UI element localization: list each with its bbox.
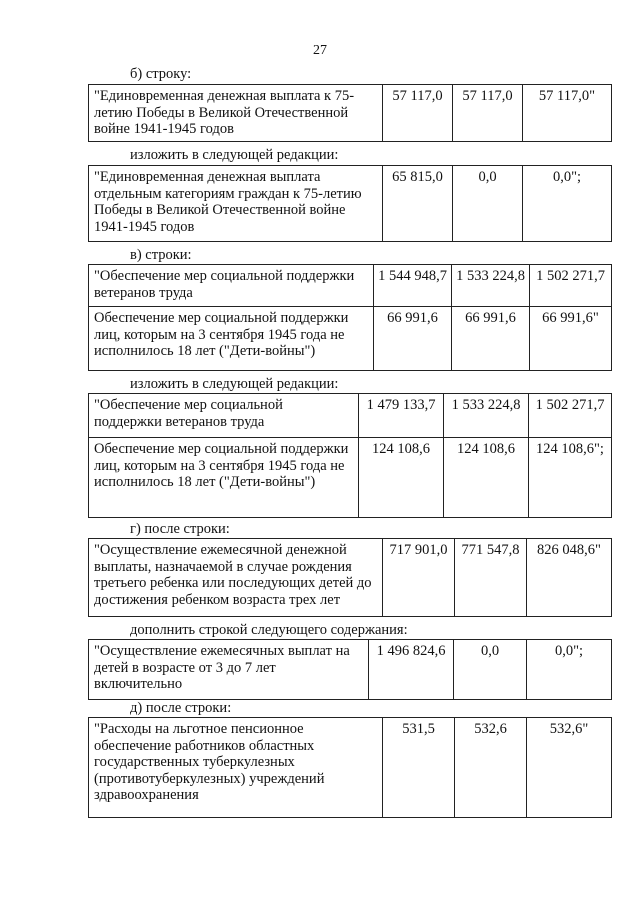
budget-table: [88, 538, 612, 617]
value-year-1: 65 815,0: [383, 166, 453, 242]
table-row: [89, 640, 612, 700]
value-year-3: 1 502 271,7: [529, 394, 612, 438]
table-row: [89, 307, 612, 371]
row-description: Обеспечение мер социальной поддержки лиц, которым на 3 сентября 1945 года не исполнилось 18 лет ("Дети-войны"): [89, 307, 374, 371]
value-year-3: 66 991,6": [530, 307, 612, 371]
value-year-2: 0,0: [453, 166, 523, 242]
table-row: [89, 539, 612, 617]
budget-table: [88, 639, 612, 700]
table-row: [89, 718, 612, 818]
value-year-3: 1 502 271,7: [530, 265, 612, 307]
value-year-1: 717 901,0: [383, 539, 455, 617]
budget-table: [88, 84, 612, 142]
table-row: [89, 166, 612, 242]
section-heading: изложить в следующей редакции:: [130, 147, 339, 163]
budget-table: [88, 393, 612, 518]
table-row: [89, 265, 612, 307]
table-row: [89, 85, 612, 142]
budget-table: [88, 717, 612, 818]
page-number: 27: [313, 43, 327, 58]
section-heading: б) строку:: [130, 66, 192, 82]
value-year-1: 531,5: [383, 718, 455, 818]
value-year-2: 57 117,0: [453, 85, 523, 142]
row-description: "Обеспечение мер социальной поддержки ветеранов труда: [89, 394, 359, 438]
value-year-2: 532,6: [455, 718, 527, 818]
section-heading: в) строки:: [130, 247, 192, 263]
value-year-2: 771 547,8: [455, 539, 527, 617]
budget-table: [88, 165, 612, 242]
section-heading: д) после строки:: [130, 700, 232, 716]
value-year-3: 57 117,0": [523, 85, 612, 142]
row-description: "Единовременная денежная выплата к 75-летию Победы в Великой Отечественной войне 1941-1945 годов: [89, 85, 383, 142]
section-heading: г) после строки:: [130, 521, 230, 537]
value-year-1: 124 108,6: [359, 438, 444, 518]
table-row: [89, 438, 612, 518]
section-heading: дополнить строкой следующего содержания:: [130, 622, 408, 638]
value-year-2: 66 991,6: [452, 307, 530, 371]
value-year-1: 1 479 133,7: [359, 394, 444, 438]
row-description: "Обеспечение мер социальной поддержки ветеранов труда: [89, 265, 374, 307]
row-description: "Расходы на льготное пенсионное обеспечение работников областных государственных туберкулезных (противотуберкулезных) учреждений здравоохранения: [89, 718, 383, 818]
value-year-2: 0,0: [454, 640, 527, 700]
row-description: "Осуществление ежемесячной денежной выплаты, назначаемой в случае рождения третьего ребенка или последующих детей до достижения ребенком возраста трех лет: [89, 539, 383, 617]
row-description: "Осуществление ежемесячных выплат на детей в возрасте от 3 до 7 лет включительно: [89, 640, 369, 700]
value-year-2: 1 533 224,8: [444, 394, 529, 438]
value-year-1: 1 496 824,6: [369, 640, 454, 700]
value-year-2: 124 108,6: [444, 438, 529, 518]
value-year-1: 57 117,0: [383, 85, 453, 142]
row-description: Обеспечение мер социальной поддержки лиц, которым на 3 сентября 1945 года не исполнилось 18 лет ("Дети-войны"): [89, 438, 359, 518]
row-description: "Единовременная денежная выплата отдельным категориям граждан к 75-летию Победы в Великой Отечественной войне 1941-1945 годов: [89, 166, 383, 242]
value-year-3: 826 048,6": [527, 539, 612, 617]
value-year-1: 66 991,6: [374, 307, 452, 371]
value-year-1: 1 544 948,7: [374, 265, 452, 307]
section-heading: изложить в следующей редакции:: [130, 376, 339, 392]
value-year-3: 0,0";: [523, 166, 612, 242]
value-year-3: 0,0";: [527, 640, 612, 700]
table-row: [89, 394, 612, 438]
budget-table: [88, 264, 612, 371]
value-year-3: 532,6": [527, 718, 612, 818]
value-year-3: 124 108,6";: [529, 438, 612, 518]
value-year-2: 1 533 224,8: [452, 265, 530, 307]
